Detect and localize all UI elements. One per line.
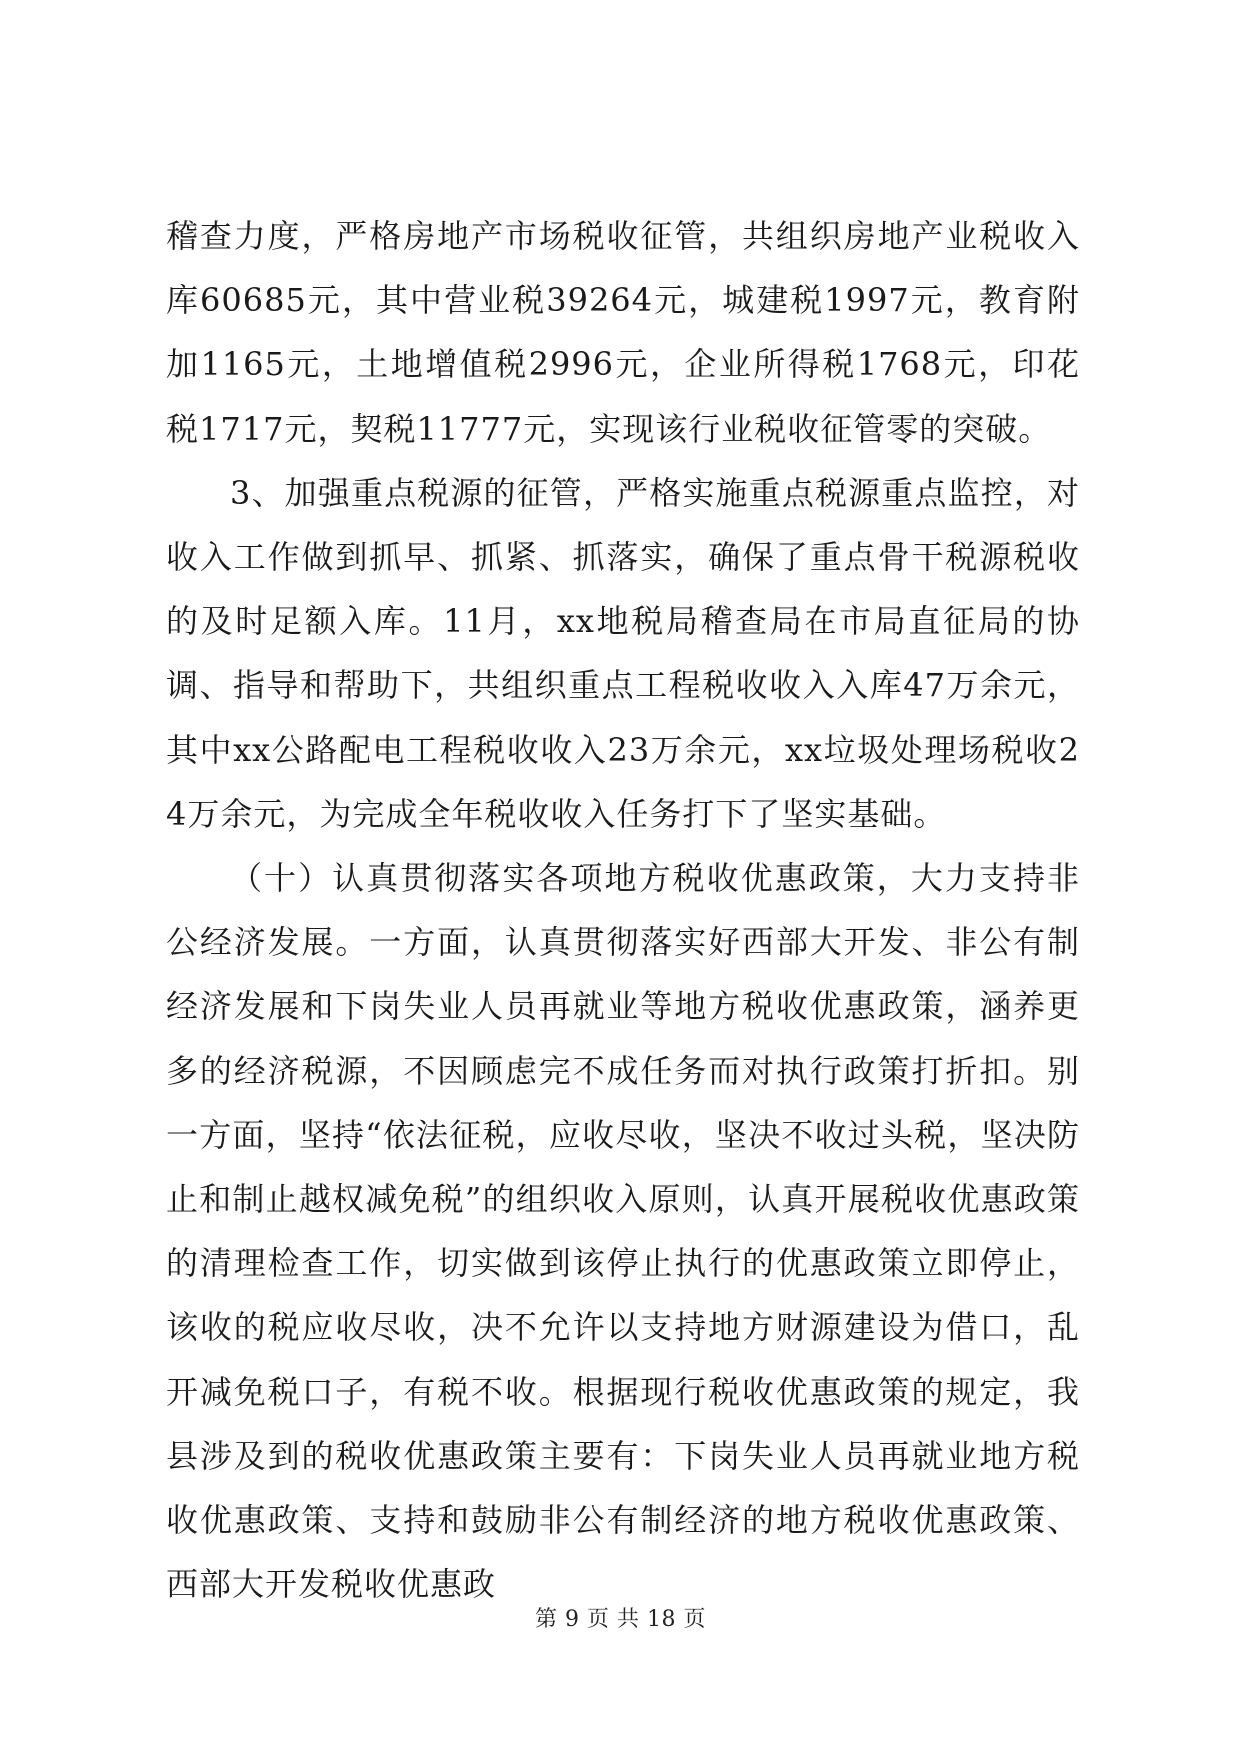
paragraph-key-tax-sources: 3、加强重点税源的征管，严格实施重点税源重点监控，对收入工作做到抓早、抓紧、抓落实，确保了重点骨干税源税收的及时足额入库。11月，xx地税局稽查局在市局直征局的协调、指导和帮助下，共组织重点工程税收收入入库47万余元，其中xx公路配电工程税收收入23万余元，xx垃圾处理场税收24万余元，为完成全年税收收入任务打下了坚实基础。 [166,473,1080,833]
page-number: 第 9 页 共 18 页 [535,1607,706,1632]
page-footer [0,1605,1241,1635]
paragraph-continuation: 稽查力度，严格房地产市场税收征管，共组织房地产业税收入库60685元，其中营业税39264元，城建税1997元，教育附加1165元，土地增值税2996元，企业所得税1768元，印花税1717元，契税11777元，实现该行业税收征管零的突破。 [166,217,1080,448]
paragraph-tax-preferential-policies: （十）认真贯彻落实各项地方税收优惠政策，大力支持非公经济发展。一方面，认真贯彻落实好西部大开发、非公有制经济发展和下岗失业人员再就业等地方税收优惠政策，涵养更多的经济税源，不因顾虑完不成任务而对执行政策打折扣。别一方面，坚持“依法征税，应收尽收，坚决不收过头税，坚决防止和制止越权减免税”的组织收入原则，认真开展税收优惠政策的清理检查工作，切实做到该停止执行的优惠政策立即停止，该收的税应收尽收，决不允许以支持地方财源建设为借口，乱开减免税口子，有税不收。根据现行税收优惠政策的规定，我县涉及到的税收优惠政策主要有：下岗失业人员再就业地方税收优惠政策、支持和鼓励非公有制经济的地方税收优惠政策、西部大开发税收优惠政 [166,859,1080,1604]
document-body [166,204,1080,1616]
